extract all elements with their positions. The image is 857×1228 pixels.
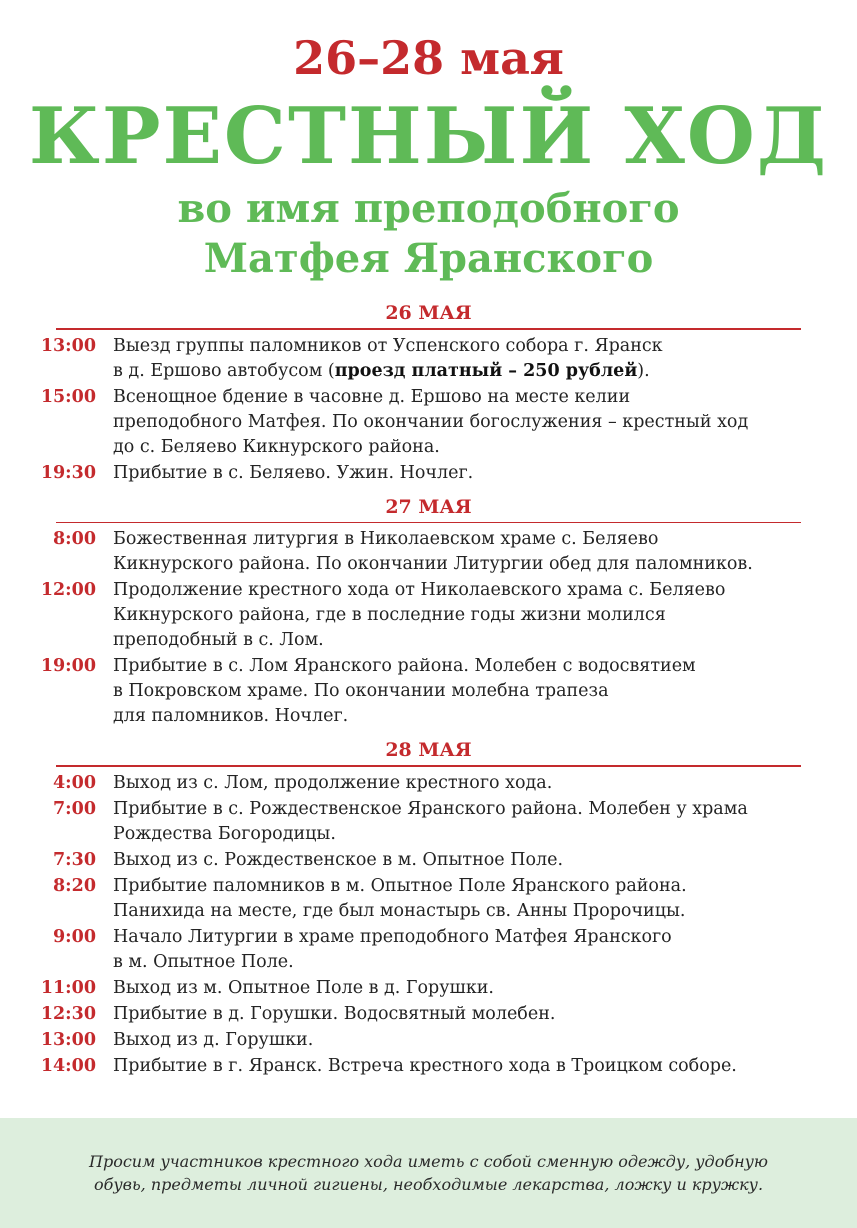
event-line: Начало Литургии в храме преподобного Матфея Яранского	[113, 926, 672, 947]
event-time: 12:30	[40, 1003, 96, 1024]
day-section	[0, 494, 857, 730]
schedule-row	[0, 797, 857, 847]
page-title: КРЕСТНЫЙ ХОД	[28, 91, 829, 182]
event-line: Выезд группы паломников от Успенского собора г. Яранск	[113, 335, 663, 356]
event-description	[113, 1028, 813, 1053]
event-description	[113, 1054, 813, 1079]
day-title: 28 МАЯ	[385, 739, 472, 761]
event-time: 7:00	[53, 798, 96, 819]
event-description	[113, 874, 813, 924]
event-time: 15:00	[40, 386, 96, 407]
day-title: 26 МАЯ	[385, 302, 472, 324]
day-divider	[56, 328, 801, 330]
event-description	[113, 797, 813, 847]
event-description	[113, 334, 813, 384]
event-line: для паломников. Ночлег.	[113, 706, 349, 726]
schedule-row	[0, 527, 857, 577]
event-line: Прибытие в г. Яранск. Встреча крестного хода в Троицком соборе.	[113, 1055, 737, 1076]
schedule-row	[0, 925, 857, 975]
event-line: Выход из д. Горушки.	[113, 1029, 314, 1050]
event-time: 11:00	[40, 977, 96, 998]
schedule-row	[0, 1028, 857, 1053]
day-divider	[56, 522, 801, 524]
event-line: Выход из с. Лом, продолжение крестного хода.	[113, 772, 553, 793]
event-time: 7:30	[53, 849, 96, 870]
header	[0, 28, 857, 284]
event-time: 8:00	[53, 529, 96, 549]
event-text: ).	[637, 360, 650, 381]
event-time: 9:00	[53, 926, 96, 947]
schedule-row	[0, 1054, 857, 1079]
subtitle-line-1: во имя преподобного	[177, 185, 680, 232]
schedule-row	[0, 334, 857, 384]
event-line: до с. Беляево Кикнурского района.	[113, 436, 440, 457]
schedule-row	[0, 1002, 857, 1027]
footer-line-2: обувь, предметы личной гигиены, необходимые лекарства, ложку и кружку.	[93, 1175, 764, 1194]
schedule-row	[0, 976, 857, 1001]
event-line: Прибытие в с. Лом Яранского района. Молебен с водосвятием	[113, 656, 696, 676]
event-line: Кикнурского района, где в последние годы жизни молился	[113, 605, 666, 625]
footer-text	[89, 1150, 769, 1196]
event-time: 13:00	[40, 335, 96, 356]
event-text: в д. Ершово автобусом (	[113, 360, 335, 381]
schedule-row	[0, 848, 857, 873]
event-time: 4:00	[53, 772, 96, 793]
price-note: проезд платный – 250 рублей	[334, 360, 638, 381]
schedule	[0, 300, 857, 1079]
day-title: 27 МАЯ	[385, 495, 472, 518]
event-description	[113, 848, 813, 873]
day-section	[0, 300, 857, 486]
day-divider	[56, 765, 801, 767]
event-line: Продолжение крестного хода от Николаевского храма с. Беляево	[113, 580, 726, 600]
schedule-row	[0, 461, 857, 486]
event-description	[113, 654, 813, 729]
date-range: 26–28 мая	[293, 31, 564, 85]
event-description	[113, 385, 813, 460]
schedule-row	[0, 654, 857, 729]
event-line: Рождества Богородицы.	[113, 823, 336, 844]
event-line: Панихида на месте, где был монастырь св. Анны Пророчицы.	[113, 900, 686, 921]
event-description	[113, 527, 813, 577]
event-time: 13:00	[40, 1029, 96, 1050]
event-time: 8:20	[53, 875, 96, 896]
event-line: Прибытие в с. Рождественское Яранского района. Молебен у храма	[113, 798, 748, 819]
event-description	[113, 925, 813, 975]
subtitle-line-2: Матфея Яранского	[203, 235, 654, 282]
schedule-row	[0, 874, 857, 924]
schedule-row	[0, 771, 857, 796]
event-line	[113, 359, 813, 384]
event-line: преподобный в с. Лом.	[113, 630, 324, 650]
event-line: в м. Опытное Поле.	[113, 951, 294, 972]
event-line: преподобного Матфея. По окончании богослужения – крестный ход	[113, 411, 749, 432]
event-time: 14:00	[40, 1055, 96, 1076]
event-description	[113, 461, 813, 486]
event-description	[113, 976, 813, 1001]
footer-line-1: Просим участников крестного хода иметь с собой сменную одежду, удобную	[89, 1152, 768, 1171]
event-line: Всенощное бдение в часовне д. Ершово на месте келии	[113, 386, 631, 407]
event-line: Выход из с. Рождественское в м. Опытное Поле.	[113, 849, 564, 870]
event-description	[113, 771, 813, 796]
event-line: Божественная литургия в Николаевском храме с. Беляево	[113, 529, 659, 549]
event-line: Прибытие в с. Беляево. Ужин. Ночлег.	[113, 462, 474, 483]
event-line: Кикнурского района. По окончании Литургии обед для паломников.	[113, 554, 753, 574]
event-time: 12:00	[40, 580, 96, 600]
event-line: в Покровском храме. По окончании молебна трапеза	[113, 681, 609, 701]
schedule-row	[0, 578, 857, 653]
footer-notice	[0, 1118, 857, 1228]
event-description	[113, 1002, 813, 1027]
event-line: Выход из м. Опытное Поле в д. Горушки.	[113, 977, 494, 998]
day-section	[0, 737, 857, 1079]
event-description	[113, 578, 813, 653]
schedule-row	[0, 385, 857, 460]
event-line: Прибытие в д. Горушки. Водосвятный молебен.	[113, 1003, 556, 1024]
event-time: 19:30	[40, 462, 96, 483]
event-time: 19:00	[40, 656, 96, 676]
event-line: Прибытие паломников в м. Опытное Поле Яранского района.	[113, 875, 687, 896]
